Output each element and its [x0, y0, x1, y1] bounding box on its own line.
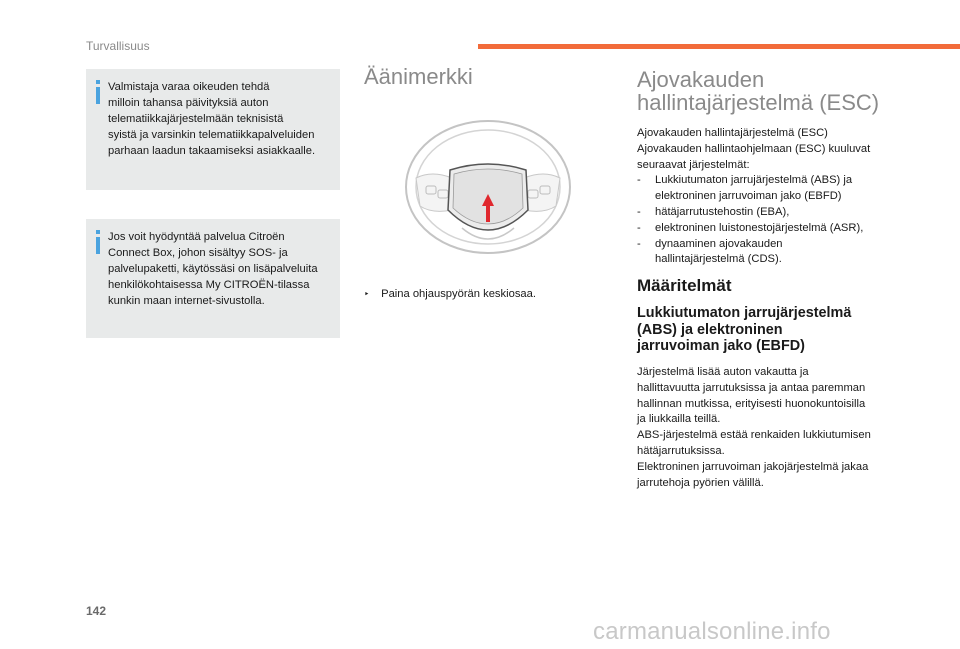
esc-intro-line: Ajovakauden hallintaohjelmaan (ESC) kuuluvat [637, 142, 871, 155]
list-dash: - [637, 237, 641, 250]
abs-body-line: ja liukkailla teillä. [637, 413, 721, 426]
esc-list-item [637, 237, 937, 269]
list-item-line: dynaaminen ajovakauden [655, 237, 783, 250]
info-line: syistä ja varsinkin telematiikkapalveluiden [108, 129, 315, 141]
abs-body-line: Järjestelmä lisää auton vakautta ja [637, 366, 809, 378]
info-icon [94, 80, 102, 104]
info-line: henkilökohtaisessa My CITROËN-tilassa [108, 279, 310, 291]
page-number: 142 [86, 604, 107, 618]
list-dash: - [637, 205, 641, 218]
esc-title-line: Ajovakauden [637, 67, 765, 92]
list-dash: - [637, 221, 641, 234]
esc-list-item [637, 205, 937, 221]
list-item-line: hallintajärjestelmä (CDS). [655, 253, 782, 266]
esc-intro-line: Ajovakauden hallintajärjestelmä (ESC) [637, 127, 828, 139]
abs-body-line: hätäjarrutuksissa. [637, 444, 725, 457]
info-line: Valmistaja varaa oikeuden tehdä [108, 81, 270, 93]
abs-heading-line: Lukkiutumaton jarrujärjestelmä [637, 305, 852, 321]
steering-wheel-illustration [402, 118, 574, 256]
header-accent-bar [478, 44, 960, 49]
bullet-arrow-icon: ‣ [364, 289, 370, 299]
abs-body-line: hallittavuutta jarrutuksissa ja antaa paremman [637, 381, 866, 394]
watermark: carmanualsonline.info [593, 618, 831, 645]
list-item-line: elektroninen jarruvoiman jako (EBFD) [655, 190, 842, 203]
info-icon [94, 230, 102, 254]
abs-body-line: jarrutehoja pyörien välillä. [637, 476, 764, 489]
esc-list-item [637, 221, 937, 237]
info-line: Connect Box, johon sisältyy SOS- ja [108, 247, 288, 259]
info-line: Jos voit hyödyntää palvelua Citroën [108, 231, 285, 243]
abs-body-line: ABS-järjestelmä estää renkaiden lukkiutumisen [637, 429, 871, 442]
list-item-line: hätäjarrutustehostin (EBA), [655, 205, 790, 218]
horn-instruction-text: Paina ohjauspyörän keskiosaa. [381, 288, 536, 300]
info-box-connect-box [86, 219, 340, 338]
info-line: telematiikkajärjestelmään teknisistä [108, 113, 284, 125]
info-line: milloin tahansa päivityksiä auton [108, 97, 269, 109]
list-item-line: Lukkiutumaton jarrujärjestelmä (ABS) ja [655, 174, 853, 187]
definitions-heading: Määritelmät [637, 276, 732, 295]
horn-title: Äänimerkki [364, 64, 473, 89]
esc-intro [637, 126, 937, 268]
info-box-update-notice [86, 69, 340, 190]
abs-heading-line: jarruvoiman jako (EBFD) [637, 338, 805, 354]
info-line: parhaan laadun takaamiseksi asiakkaalle. [108, 145, 316, 157]
abs-body-line: Elektroninen jarruvoiman jakojärjestelmä jakaa [637, 460, 869, 473]
abs-body-line: hallinnan mutkissa, erityisesti huonokuntoisilla [637, 397, 866, 410]
section-title: Turvallisuus [86, 39, 150, 53]
info-line: kunkin maan internet-sivustolla. [108, 295, 265, 307]
list-item-line: elektroninen luistonestojärjestelmä (ASR), [655, 221, 864, 234]
esc-title-line: hallintajärjestelmä (ESC) [637, 90, 880, 115]
abs-heading [637, 305, 851, 355]
info-line: palvelupaketti, käytössäsi on lisäpalveluita [108, 263, 318, 275]
abs-heading-line: (ABS) ja elektroninen [637, 321, 783, 338]
esc-intro-line: seuraavat järjestelmät: [637, 158, 750, 171]
list-dash: - [637, 174, 641, 187]
esc-title [637, 68, 879, 114]
horn-instruction [364, 288, 536, 300]
esc-list-item [637, 173, 937, 205]
abs-body [637, 365, 871, 491]
